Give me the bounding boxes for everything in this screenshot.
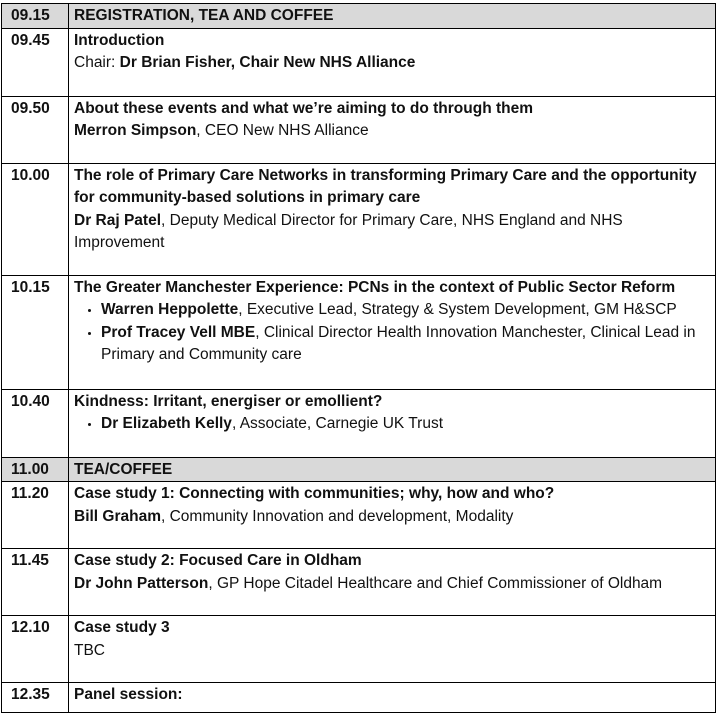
agenda-speaker bbox=[74, 640, 710, 663]
agenda-row-primary-care-networks bbox=[2, 163, 716, 275]
speaker-name: Warren Heppolette bbox=[101, 301, 239, 318]
agenda-speaker bbox=[74, 210, 710, 255]
speaker-name: Dr Brian Fisher, Chair New NHS Alliance bbox=[119, 54, 416, 71]
agenda-time: 12.10 bbox=[2, 616, 69, 683]
agenda-time: 09.15 bbox=[2, 4, 69, 29]
agenda-title: Kindness: Irritant, energiser or emollient? bbox=[74, 392, 383, 410]
agenda-item bbox=[69, 457, 716, 482]
speaker-name: Dr Elizabeth Kelly bbox=[101, 415, 232, 432]
agenda-row-case-study-2 bbox=[2, 549, 716, 616]
speaker-role: , Community Innovation and development, Modality bbox=[161, 507, 514, 525]
agenda-title: About these events and what we’re aiming to do through them bbox=[74, 99, 534, 117]
speaker-role: , CEO New NHS Alliance bbox=[196, 122, 369, 139]
chair-label: Chair: bbox=[74, 54, 120, 71]
agenda-item bbox=[69, 275, 716, 389]
agenda-item bbox=[69, 28, 716, 96]
speaker-role: , GP Hope Citadel Healthcare and Chief Commissioner of Oldham bbox=[208, 574, 663, 592]
agenda-row-case-study-3 bbox=[2, 616, 716, 683]
speaker-list-item bbox=[101, 322, 710, 367]
agenda-title: REGISTRATION, TEA AND COFFEE bbox=[74, 7, 334, 24]
agenda-item bbox=[69, 616, 716, 683]
speaker-name: Merron Simpson bbox=[74, 122, 197, 139]
agenda-item bbox=[69, 389, 716, 457]
agenda-title: Introduction bbox=[74, 31, 165, 49]
speaker-list bbox=[74, 299, 710, 367]
agenda-time: 11.00 bbox=[2, 457, 69, 482]
agenda-title: The role of Primary Care Networks in transforming Primary Care and the opportunity for community-based solutions in primary care bbox=[74, 166, 697, 206]
agenda-time: 11.45 bbox=[2, 549, 69, 616]
agenda-title: Case study 1: Connecting with communities; why, how and who? bbox=[74, 485, 555, 502]
agenda-row-tea-coffee bbox=[2, 457, 716, 482]
agenda-speaker bbox=[74, 52, 710, 75]
speaker-list bbox=[74, 413, 710, 436]
agenda-time: 10.40 bbox=[2, 389, 69, 457]
agenda-item bbox=[69, 163, 716, 275]
agenda-title: Panel session: bbox=[74, 686, 183, 703]
speaker-list-item bbox=[101, 299, 710, 322]
speaker-role: , Associate, Carnegie UK Trust bbox=[231, 415, 444, 432]
agenda-time: 10.15 bbox=[2, 275, 69, 389]
agenda-title: The Greater Manchester Experience: PCNs in the context of Public Sector Reform bbox=[74, 278, 676, 296]
agenda-item bbox=[69, 482, 716, 549]
speaker-role: , Deputy Medical Director for Primary Care, NHS England and NHS Improvement bbox=[74, 211, 623, 251]
agenda-speaker bbox=[74, 120, 710, 143]
agenda-row-kindness bbox=[2, 389, 716, 457]
speaker-role: , Clinical Director Health Innovation Manchester, Clinical Lead in Primary and Community care bbox=[101, 323, 696, 363]
speaker-name: Dr Raj Patel bbox=[74, 211, 162, 229]
agenda-row-about-events bbox=[2, 96, 716, 163]
agenda-row-greater-manchester bbox=[2, 275, 716, 389]
agenda-item bbox=[69, 683, 716, 713]
agenda-time: 11.20 bbox=[2, 482, 69, 549]
speaker-name: Dr John Patterson bbox=[74, 574, 209, 592]
agenda-item bbox=[69, 96, 716, 163]
speaker-list-item bbox=[101, 413, 710, 436]
agenda-speaker bbox=[74, 506, 710, 529]
speaker-name: Bill Graham bbox=[74, 507, 161, 525]
agenda-row-case-study-1 bbox=[2, 482, 716, 549]
agenda-item bbox=[69, 549, 716, 616]
speaker-name: Prof Tracey Vell MBE bbox=[101, 323, 256, 341]
agenda-time: 09.50 bbox=[2, 96, 69, 163]
agenda-time: 12.35 bbox=[2, 683, 69, 713]
agenda-row-registration bbox=[2, 4, 716, 29]
agenda-item bbox=[69, 4, 716, 29]
speaker-role: TBC bbox=[74, 641, 105, 659]
speaker-role: , Executive Lead, Strategy & System Development, GM H&SCP bbox=[238, 301, 677, 318]
agenda-title: TEA/COFFEE bbox=[74, 460, 173, 478]
agenda-time: 10.00 bbox=[2, 163, 69, 275]
agenda-row-introduction bbox=[2, 28, 716, 96]
agenda-time: 09.45 bbox=[2, 28, 69, 96]
agenda-row-panel-session bbox=[2, 683, 716, 713]
agenda-title: Case study 2: Focused Care in Oldham bbox=[74, 552, 362, 569]
agenda-speaker bbox=[74, 573, 710, 596]
agenda-title: Case study 3 bbox=[74, 619, 170, 636]
agenda-table bbox=[1, 3, 716, 713]
